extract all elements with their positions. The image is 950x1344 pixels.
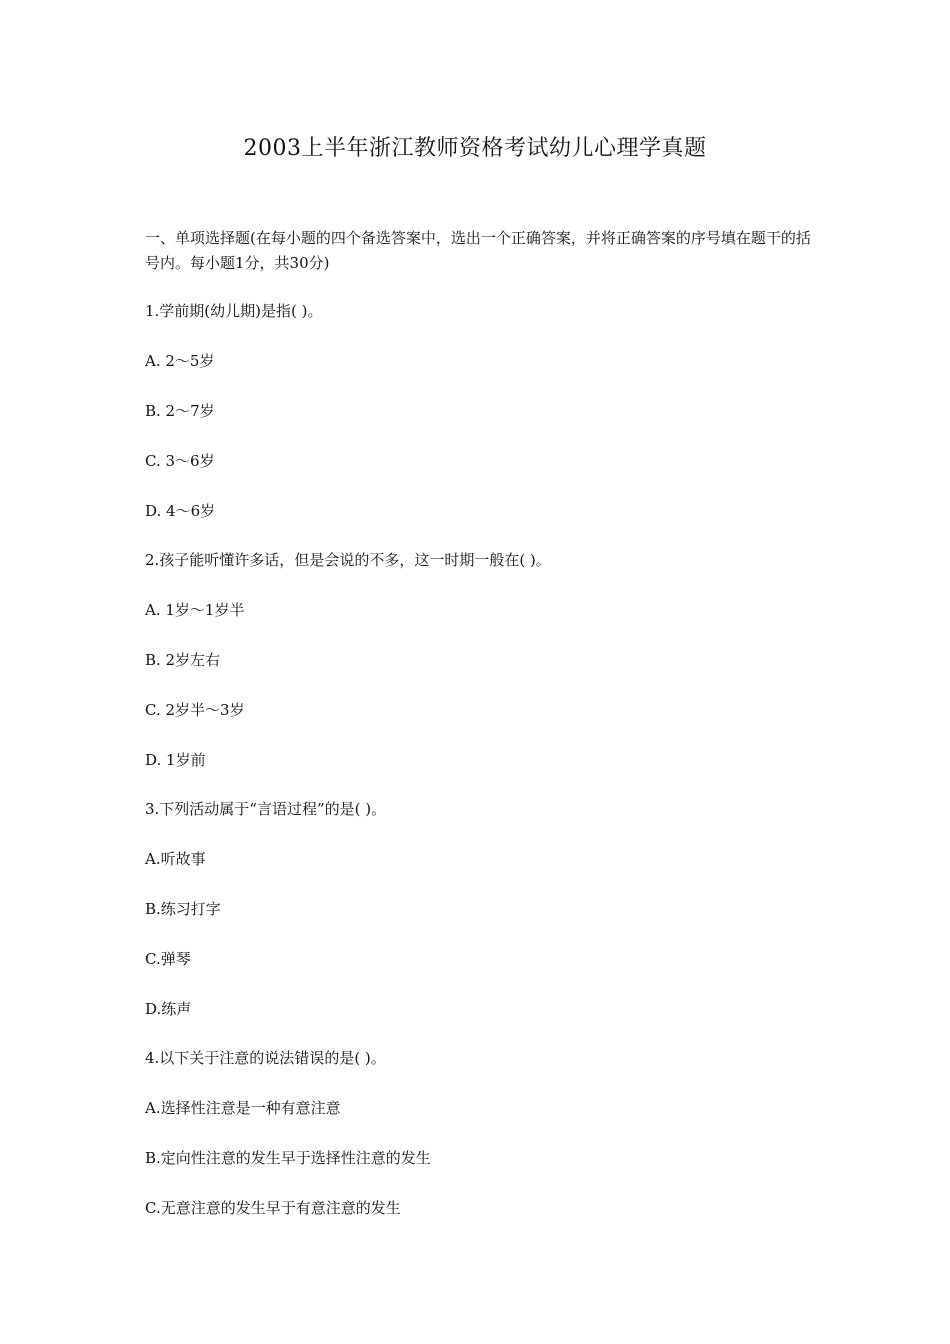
document-title: 2003上半年浙江教师资格考试幼儿心理学真题	[243, 136, 707, 161]
option-line: A.选择性注意是一种有意注意	[145, 1099, 341, 1117]
option-line: C. 3～6岁	[145, 452, 215, 470]
option-line: C. 2岁半～3岁	[145, 701, 245, 719]
option-line: A. 1岁～1岁半	[145, 601, 245, 619]
question-3: 3.下列活动属于“言语过程”的是( )。	[145, 800, 387, 818]
option-line: B.定向性注意的发生早于选择性注意的发生	[145, 1149, 431, 1167]
question-1: 1.学前期(幼儿期)是指( )。	[145, 302, 323, 320]
option-line: B. 2～7岁	[145, 402, 215, 420]
option-line: B. 2岁左右	[145, 651, 221, 669]
option-line: A.听故事	[145, 850, 206, 868]
option-line: D. 4～6岁	[145, 502, 216, 520]
question-2: 2.孩子能听懂许多话，但是会说的不多，这一时期一般在( )。	[145, 551, 551, 569]
option-line: B.练习打字	[145, 900, 221, 918]
option-line: C.弹琴	[145, 950, 191, 968]
question-4: 4.以下关于注意的说法错误的是( )。	[145, 1049, 386, 1067]
section-instructions: 一、单项选择题(在每小题的四个备选答案中，选出一个正确答案，并将正确答案的序号填在题干的括号内。每小题1分，共30分)	[145, 229, 811, 272]
option-line: A. 2～5岁	[145, 352, 215, 370]
option-line: C.无意注意的发生早于有意注意的发生	[145, 1199, 401, 1217]
option-line: D.练声	[145, 1000, 192, 1018]
option-line: D. 1岁前	[145, 751, 206, 769]
